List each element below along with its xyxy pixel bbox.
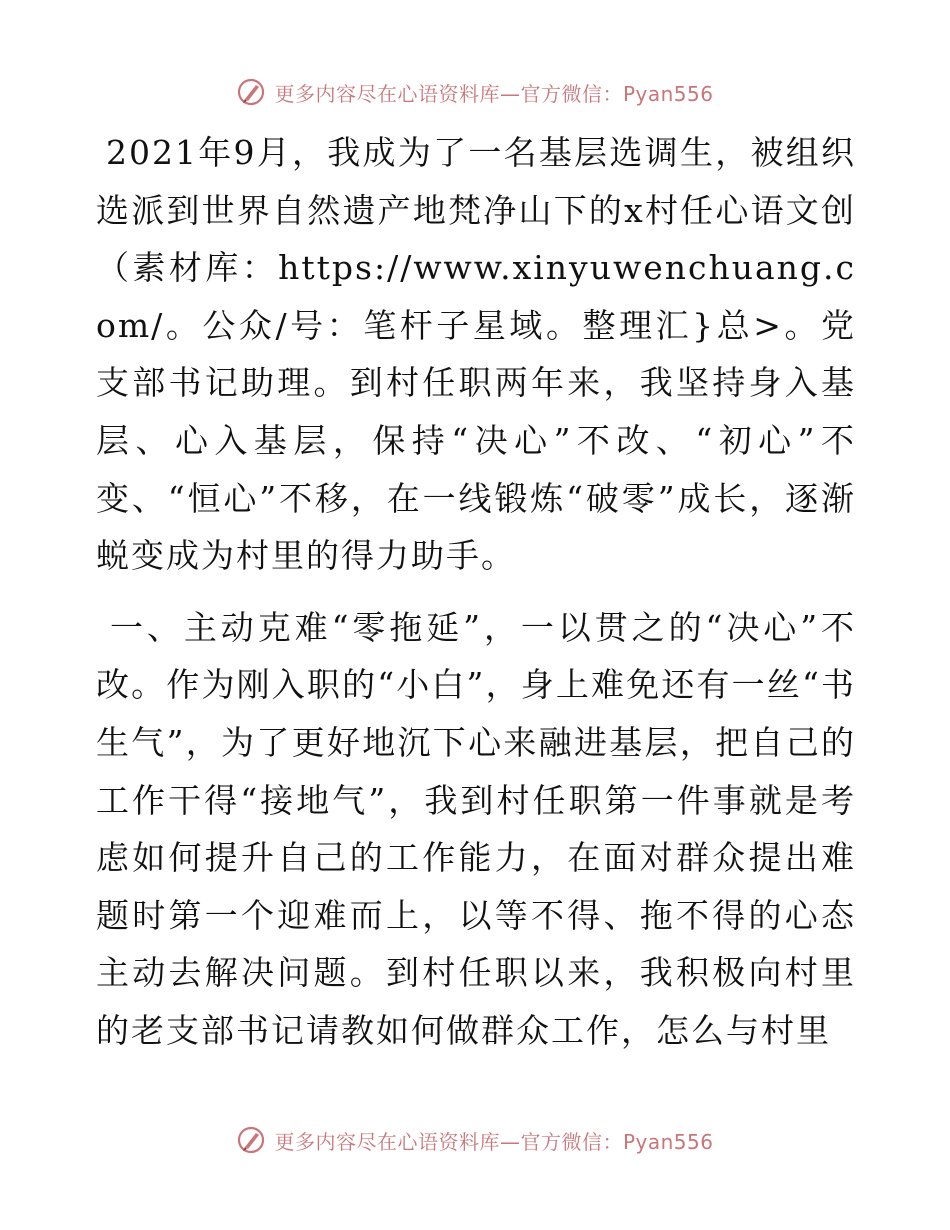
- footer-watermark-text: 更多内容尽在心语资料库—官方微信：Pyan556: [274, 1129, 714, 1154]
- paragraph-section-one: 一、主动克难“零拖延”，一以贯之的“决心”不改。作为刚入职的“小白”，身上难免还有一丝“书生气”，为了更好地沉下心来融进基层，把自己的工作干得“接地气”，我到村任职第一件事就是考虑如何提升自己的工作能力，在面对群众提出难题时第一个迎难而上，以等不得、拖不得的心态主动去解决问题。到村任职以来，我积极向村里的老支部书记请教如何做群众工作，怎么与村里: [96, 607, 856, 1050]
- quill-pen-logo-icon: [236, 1125, 266, 1155]
- document-body: [96, 124, 856, 1060]
- header-watermark-text: 更多内容尽在心语资料库—官方微信：Pyan556: [274, 81, 714, 106]
- header-watermark-banner: [0, 72, 950, 112]
- quill-pen-logo-icon: [236, 77, 266, 107]
- footer-watermark-banner: [0, 1120, 950, 1160]
- paragraph-intro: 2021年9月，我成为了一名基层选调生，被组织选派到世界自然遗产地梵净山下的x村任心语文创（素材库：https://www.xinyuwenchuang.com/。公众/号：笔杆子星域。整理汇}总>。党支部书记助理。到村任职两年来，我坚持身入基层、心入基层，保持“决心”不改、“初心”不变、“恒心”不移，在一线锻炼“破零”成长，逐渐蜕变成为村里的得力助手。: [96, 133, 856, 576]
